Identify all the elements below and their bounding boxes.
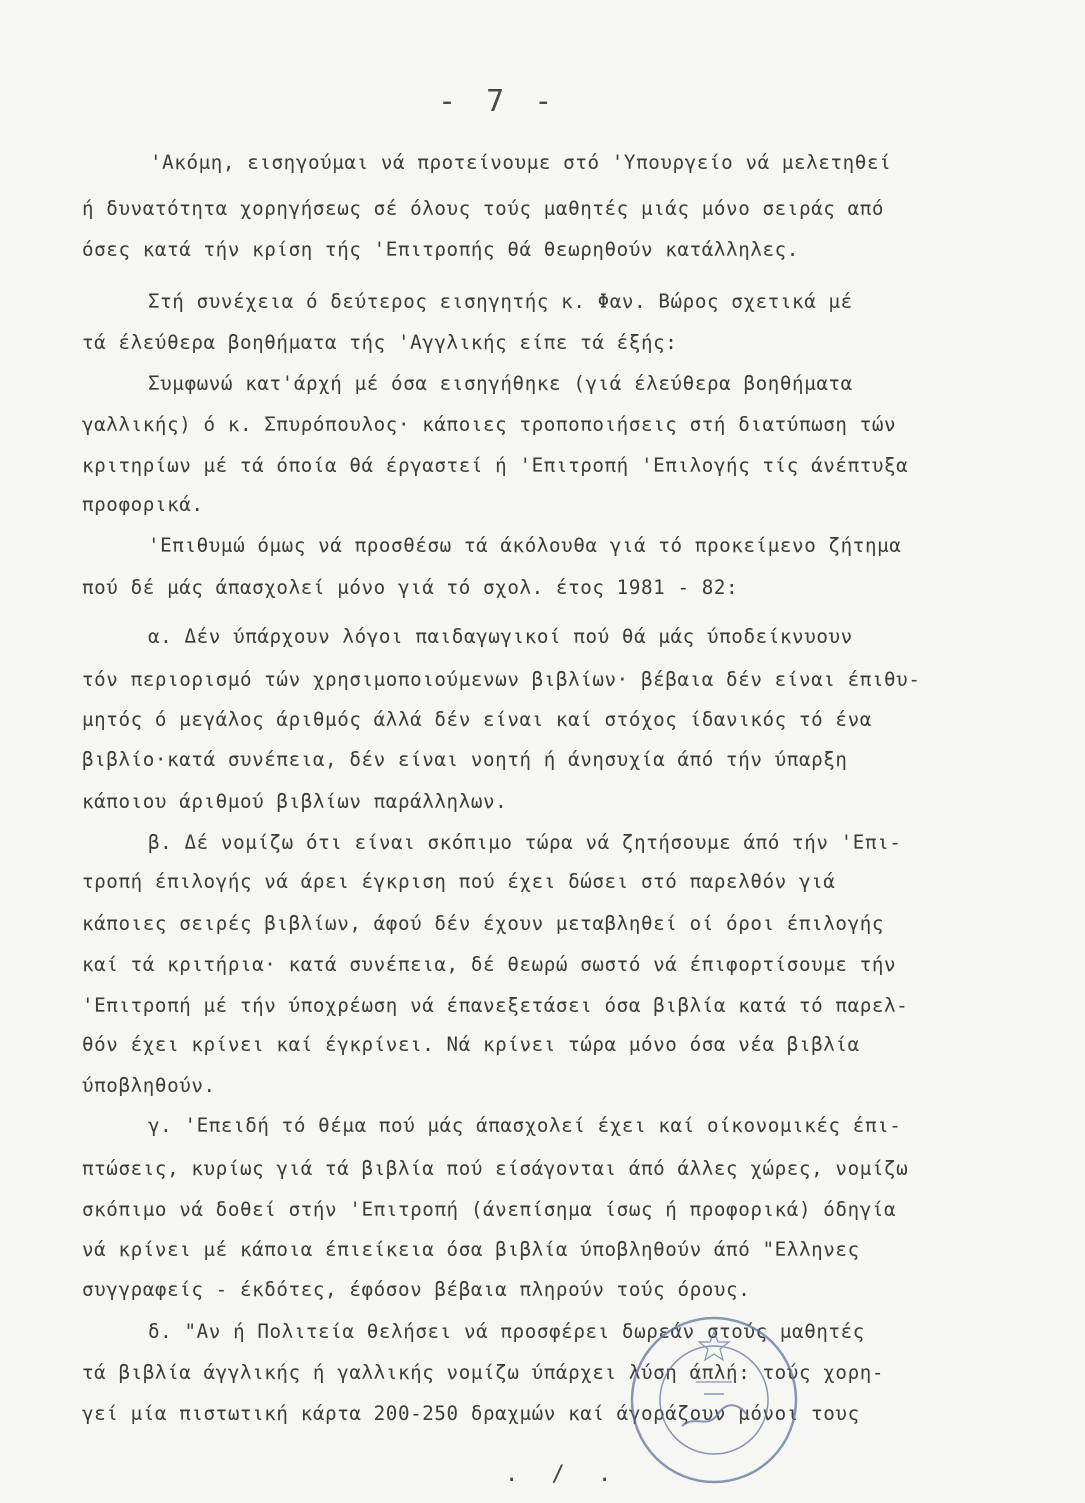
text-line-9: προφορικά. [82, 493, 204, 516]
text-line-6: Συμφωνώ κατ'άρχή μέ όσα εισηγήθηκε (γιά έλεύθερα βοηθήματα [148, 372, 853, 395]
page-number: - 7 - [438, 84, 559, 119]
text-line-2: ή δυνατότητα χορηγήσεως σέ όλους τούς μαθητές μιάς μόνο σειράς από [82, 197, 885, 220]
text-line-19: κάποιες σειρές βιβλίων, άφού δέν έχουν μεταβληθεί οί όροι έπιλογής [82, 912, 885, 935]
text-line-13: τόν περιορισμό τών χρησιμοποιούμενων βιβλίων· βέβαια δέν είναι έπιθυ- [82, 668, 921, 691]
text-line-21: 'Επιτροπή μέ τήν ύποχρέωση νά έπανεξετάσει όσα βιβλία κατά τό παρελ- [82, 994, 909, 1017]
text-line-14: μητός ό μεγάλος άριθμός άλλά δέν είναι καί στόχος ίδανικός τό ένα [82, 708, 872, 731]
text-line-30: τά βιβλία άγγλικής ή γαλλικής νομίζω ύπάρχει λύση άπλή: τούς χορη- [82, 1361, 885, 1384]
text-line-15: βιβλίο·κατά συνέπεια, δέν είναι νοητή ή άνησυχία άπό τήν ύπαρξη [82, 748, 848, 771]
text-line-29: δ. "Αν ή Πολιτεία θελήσει νά προσφέρει δωρεάν στούς μαθητές [148, 1320, 865, 1343]
text-line-10: 'Επιθυμώ όμως νά προσθέσω τά άκόλουθα γιά τό προκείμενο ζήτημα [148, 534, 902, 557]
continuation-mark: . / . [505, 1462, 622, 1487]
text-line-31: γεί μία πιστωτική κάρτα 200-250 δραχμών καί άγοράζουν μόνοι τους [82, 1402, 860, 1425]
text-line-4: Στή συνέχεια ό δεύτερος εισηγητής κ. Φαν. Βώρος σχετικά μέ [148, 290, 853, 313]
text-line-11: πού δέ μάς άπασχολεί μόνο γιά τό σχολ. έτος 1981 - 82: [82, 576, 739, 599]
text-line-1: 'Ακόμη, εισηγούμαι νά προτείνουμε στό 'Υπουργείο νά μελετηθεί [150, 151, 892, 174]
text-line-22: θόν έχει κρίνει καί έγκρίνει. Νά κρίνει τώρα μόνο όσα νέα βιβλία [82, 1033, 860, 1056]
text-line-7: γαλλικής) ό κ. Σπυρόπουλος· κάποιες τροποποιήσεις στή διατύπωση τών [82, 413, 897, 436]
text-line-12: α. Δέν ύπάρχουν λόγοι παιδαγωγικοί πού θά μάς ύποδείκνυουν [148, 625, 853, 648]
text-line-18: τροπή έπιλογής νά άρει έγκριση πού έχει δώσει στό παρελθόν γιά [82, 870, 836, 893]
text-line-16: κάποιου άριθμού βιβλίων παράλληλων. [82, 790, 508, 813]
text-line-26: σκόπιμο νά δοθεί στήν 'Επιτροπή (άνεπίσημα ίσως ή προφορικά) όδηγία [82, 1198, 897, 1221]
text-line-20: καί τά κριτήρια· κατά συνέπεια, δέ θεωρώ σωστό νά έπιφορτίσουμε τήν [82, 953, 897, 976]
text-line-27: νά κρίνει μέ κάποια έπιείκεια όσα βιβλία ύποβληθούν άπό "Ελληνες [82, 1238, 860, 1261]
text-line-23: ύποβληθούν. [82, 1074, 216, 1097]
text-line-3: όσες κατά τήν κρίση τής 'Επιτροπής θά θεωρηθούν κατάλληλες. [82, 238, 799, 261]
text-line-28: συγγραφείς - έκδότες, έφόσον βέβαια πληρούν τούς όρους. [82, 1278, 751, 1301]
text-line-25: πτώσεις, κυρίως γιά τά βιβλία πού είσάγονται άπό άλλες χώρες, νομίζω [82, 1157, 909, 1180]
text-line-5: τά έλεύθερα βοηθήματα τής 'Αγγλικής είπε τά έξής: [82, 331, 678, 354]
text-line-8: κριτηρίων μέ τά όποία θά έργαστεί ή 'Επιτροπή 'Επιλογής τίς άνέπτυξα [82, 454, 909, 477]
text-line-24: γ. 'Επειδή τό θέμα πού μάς άπασχολεί έχει καί οίκονομικές έπι- [148, 1114, 902, 1137]
text-line-17: β. Δέ νομίζω ότι είναι σκόπιμο τώρα νά ζητήσουμε άπό τήν 'Επι- [148, 831, 902, 854]
